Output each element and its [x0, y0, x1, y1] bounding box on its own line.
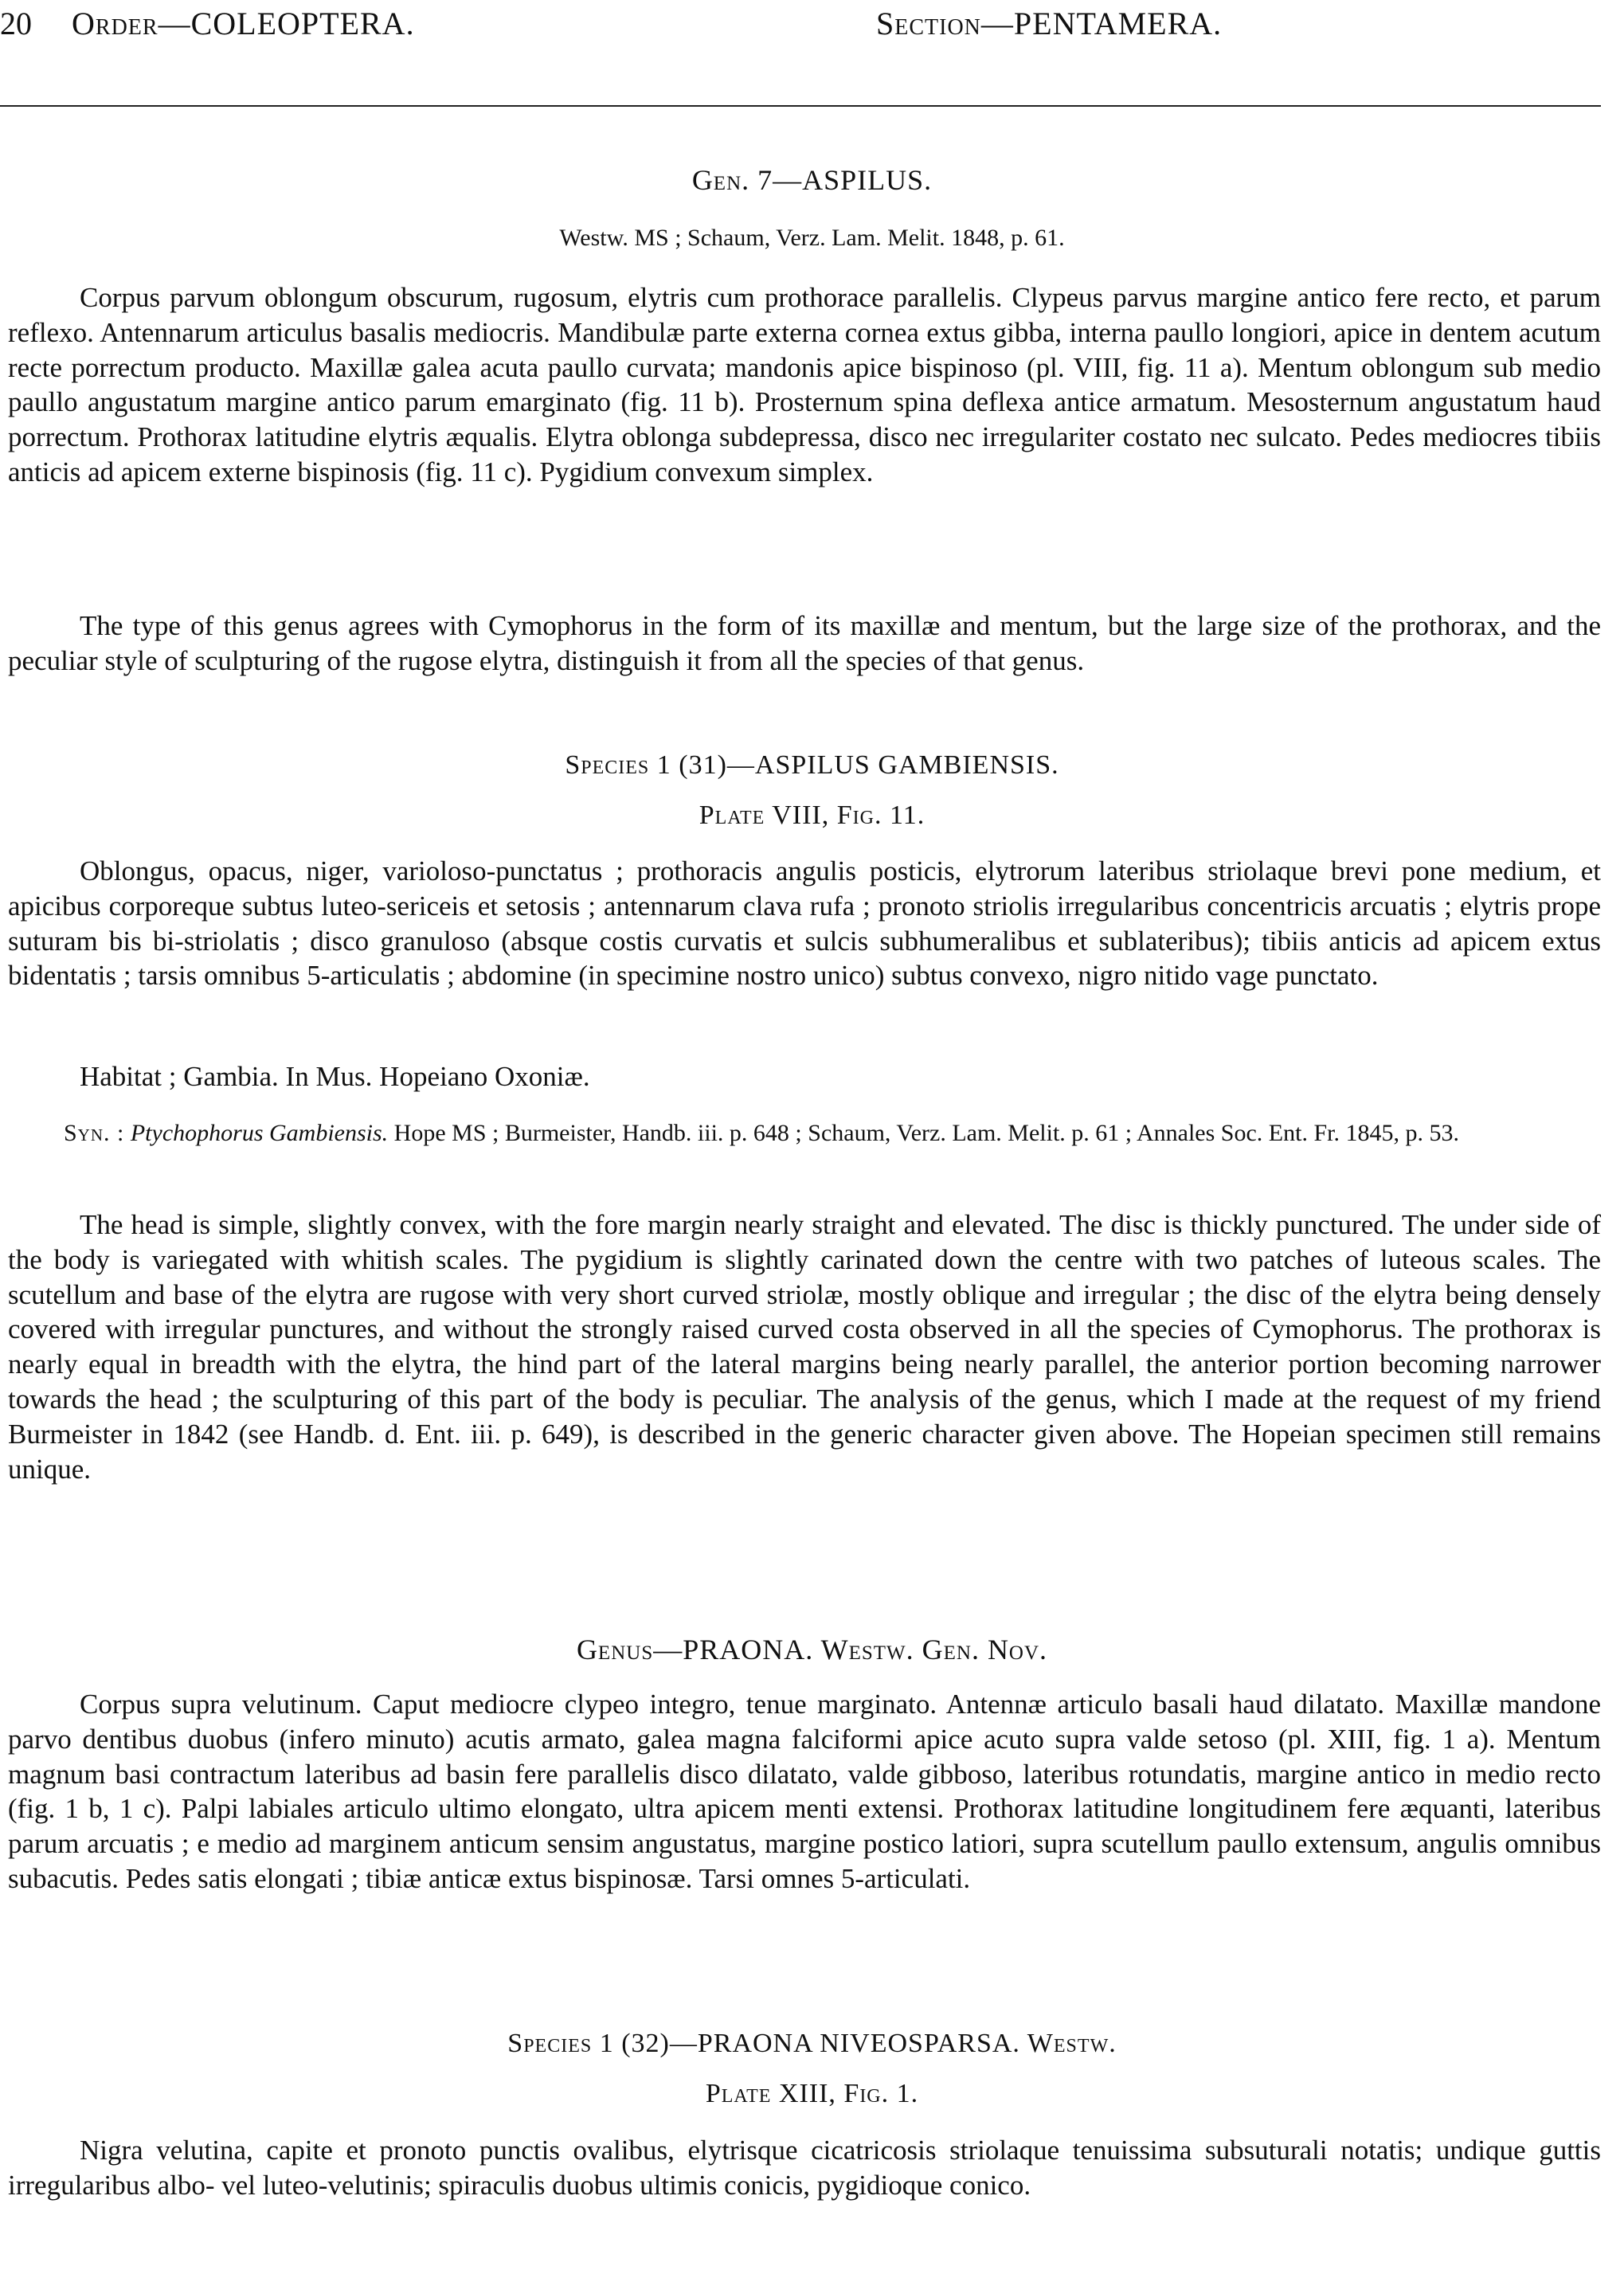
page-number: 20 [0, 6, 32, 41]
genus-aspilus-citation: Westw. MS ; Schaum, Verz. Lam. Melit. 1848, p. 61. [559, 225, 1065, 251]
species-niveosparsa-plate: Plate XIII, Fig. 1. [705, 2079, 919, 2108]
genus-praona-heading: Genus—PRAONA. Westw. Gen. Nov. [576, 1634, 1048, 1665]
synonym-name: Ptychophorus Gambiensis. [130, 1120, 389, 1146]
header-rule [0, 105, 1601, 107]
section-title: Section—PENTAMERA. [876, 6, 1223, 41]
synonymy-label: Syn. : [64, 1120, 125, 1146]
synonym-references: Hope MS ; Burmeister, Handb. iii. p. 648 ; Schaum, Verz. Lam. Melit. p. 61 ; Annales Soc. Ent. Fr. 1845, p. 53. [393, 1120, 1459, 1146]
order-title: Order—COLEOPTERA. [72, 6, 415, 41]
species-niveosparsa-heading: Species 1 (32)—PRAONA NIVEOSPARSA. Westw. [507, 2029, 1117, 2058]
running-head [0, 0, 1601, 64]
species-gambiensis-description: Oblongus, opacus, niger, varioloso-punctatus ; prothoracis angulis posticis, elytrorum lateribus striolaque brevi pone medium, et apicibus corporeque subtus luteo-sericeis et setosis ; antennarum clava rufa ; pronoto striolis irregularibus concentricis arcuatis ; elytris prope suturam bis bi-striolatis ; disco granuloso (absque costis curvatis et sulcis subhumeralibus et sublateribus); tibiis anticis ad apicem extus bidentatis ; tarsis omnibus 5-articulatis ; abdomine (in specimine nostro unico) subtus convexo, nigro nitido vage punctato. [8, 855, 1601, 992]
genus-aspilus-heading: Gen. 7—ASPILUS. [691, 164, 933, 196]
species-niveosparsa-description: Nigra velutina, capite et pronoto punctis ovalibus, elytrisque cicatricosis striolaque tenuissima subsuturali notatis; undique guttis irregularibus albo- vel luteo-velutinis; spiraculis duobus ultimis conicis, pygidioque conico. [8, 2135, 1601, 2201]
species-gambiensis-synonymy [64, 1115, 1624, 1151]
genus-aspilus-remark: The type of this genus agrees with Cymophorus in the form of its maxillæ and mentum, but the large size of the prothorax, and the peculiar style of sculpturing of the rugose elytra, distinguish it from all the species of that genus. [8, 610, 1601, 676]
genus-praona-description: Corpus supra velutinum. Caput mediocre clypeo integro, tenue marginato. Antennæ articulo basali haud dilatato. Maxillæ mandone parvo dentibus duobus (infero minuto) acutis armato, galea magna falciformi apice acuto supra valde setoso (pl. XIII, fig. 1 a). Mentum magnum basi contractum lateribus ad basin fere parallelis disco dilatato, valde gibboso, lateribus rotundatis, margine antico in medio recto (fig. 1 b, 1 c). Palpi labiales articulo ultimo elongato, ultra apicem menti extensi. Prothorax latitudine longitudinem fere æquanti, lateribus parum arcuatis ; e medio ad marginem anticum sensim angustatus, margine postico latiori, supra scutellum paullo extensum, angulis omnibus subacutis. Pedes satis elongati ; tibiæ anticæ extus bispinosæ. Tarsi omnes 5-articulati. [8, 1689, 1601, 1894]
species-gambiensis-notes: The head is simple, slightly convex, with the fore margin nearly straight and elevated. The disc is thickly punctured. The under side of the body is variegated with whitish scales. The pygidium is slightly carinated down the centre with two patches of luteous scales. The scutellum and base of the elytra are rugose with very short curved striolæ, mostly oblique and irregular ; the disc of the elytra being densely covered with irregular punctures, and without the strongly raised curved costa observed in all the species of Cymophorus. The prothorax is nearly equal in breadth with the elytra, the hind part of the lateral margins being nearly parallel, the anterior portion becoming narrower towards the head ; the sculpturing of this part of the body is peculiar. The analysis of the genus, which I made at the request of my friend Burmeister in 1842 (see Handb. d. Ent. iii. p. 649), is described in the generic character given above. The Hopeian specimen still remains unique. [8, 1209, 1601, 1485]
species-gambiensis-plate: Plate VIII, Fig. 11. [699, 800, 925, 830]
species-gambiensis-habitat: Habitat ; Gambia. In Mus. Hopeiano Oxoniæ. [80, 1061, 590, 1092]
species-gambiensis-heading: Species 1 (31)—ASPILUS GAMBIENSIS. [565, 750, 1059, 780]
genus-aspilus-description: Corpus parvum oblongum obscurum, rugosum, elytris cum prothorace parallelis. Clypeus parvus margine antico fere recto, et parum reflexo. Antennarum articulus basalis mediocris. Mandibulæ parte externa cornea extus gibba, interna paullo longiori, apice in dentem acutum recte porrectum producto. Maxillæ galea acuta paullo curvata; mandonis apice bispinoso (pl. VIII, fig. 11 a). Mentum oblongum sub medio paullo angustatum margine antico parum emarginato (fig. 11 b). Prosternum spina deflexa antice armatum. Mesosternum angustatum haud porrectum. Prothorax latitudine elytris æqualis. Elytra oblonga subdepressa, disco nec irregulariter costato nec sulcato. Pedes mediocres tibiis anticis ad apicem externe bispinosis (fig. 11 c). Pygidium convexum simplex. [8, 282, 1601, 487]
